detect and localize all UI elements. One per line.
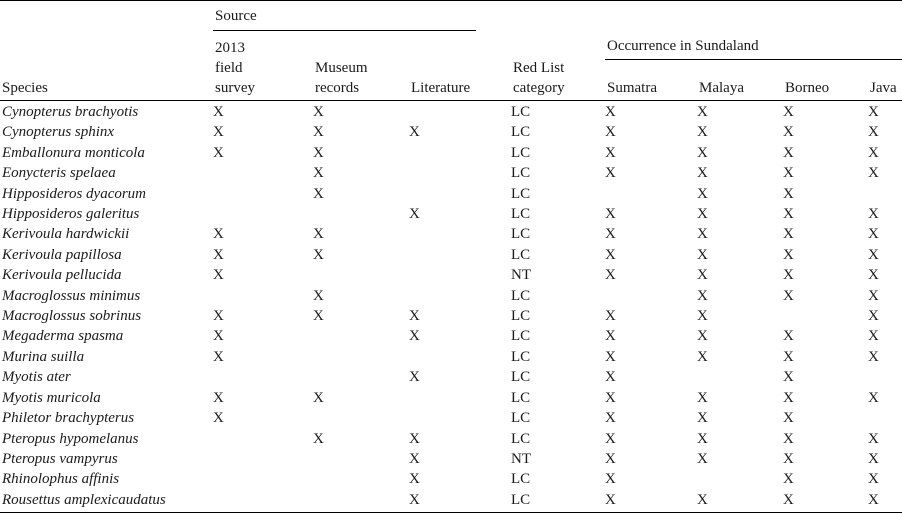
cell-sumatra: X — [605, 369, 616, 386]
cell-sumatra: X — [605, 104, 616, 120]
cell-malaya: X — [697, 267, 708, 284]
cell-red-list: LC — [511, 410, 531, 427]
cell-species: Kerivoula hardwickii — [2, 226, 130, 243]
cell-malaya: X — [697, 328, 708, 345]
cell-borneo — [783, 306, 868, 326]
cell-field-survey: X — [213, 267, 224, 284]
col-header-species: Species — [2, 80, 48, 96]
cell-borneo: X — [783, 491, 794, 508]
cell-sumatra: X — [605, 246, 616, 263]
cell-red-list: NT — [511, 450, 531, 467]
cell-java: X — [868, 267, 879, 284]
cell-java: X — [868, 246, 879, 263]
source-group-rule — [213, 30, 476, 31]
cell-museum-records: X — [313, 144, 324, 161]
cell-java: X — [868, 104, 879, 120]
cell-field-survey: X — [213, 389, 224, 406]
cell-sumatra: X — [605, 450, 616, 467]
cell-malaya: X — [697, 226, 708, 243]
cell-field-survey: X — [213, 104, 224, 120]
cell-literature: X — [409, 430, 420, 447]
cell-malaya: X — [697, 389, 708, 406]
table-row — [0, 163, 902, 183]
cell-sumatra: X — [605, 471, 616, 488]
cell-red-list: LC — [511, 308, 531, 325]
cell-java: X — [868, 471, 879, 488]
cell-red-list: LC — [511, 246, 531, 263]
cell-literature: X — [409, 206, 420, 223]
cell-field-survey — [213, 429, 313, 449]
cell-literature: X — [409, 471, 420, 488]
cell-literature — [409, 388, 511, 408]
table-row — [0, 265, 902, 285]
cell-sumatra: X — [605, 144, 616, 161]
cell-borneo: X — [783, 185, 794, 202]
cell-java — [868, 367, 902, 387]
cell-malaya — [697, 469, 783, 489]
cell-malaya: X — [697, 308, 708, 325]
cell-malaya: X — [697, 144, 708, 161]
cell-museum-records: X — [313, 165, 324, 182]
cell-borneo: X — [783, 348, 794, 365]
cell-sumatra: X — [605, 491, 616, 508]
cell-red-list: LC — [511, 165, 531, 182]
cell-red-list: LC — [511, 206, 531, 223]
cell-species: Murina suilla — [2, 348, 85, 365]
cell-borneo: X — [783, 206, 794, 223]
cell-sumatra: X — [605, 124, 616, 141]
table-row — [0, 449, 902, 469]
source-group-header: Source — [215, 8, 257, 24]
cell-borneo: X — [783, 246, 794, 263]
cell-malaya: X — [697, 491, 708, 508]
cell-java: X — [868, 287, 879, 304]
cell-java: X — [868, 206, 879, 223]
cell-borneo: X — [783, 450, 794, 467]
occurrence-group-header: Occurrence in Sundaland — [607, 38, 759, 54]
cell-malaya: X — [697, 410, 708, 427]
cell-species: Emballonura monticola — [2, 144, 145, 161]
cell-sumatra: X — [605, 328, 616, 345]
cell-red-list: LC — [511, 226, 531, 243]
cell-borneo: X — [783, 226, 794, 243]
cell-borneo: X — [783, 369, 794, 386]
cell-species: Myotis muricola — [2, 389, 101, 406]
cell-species: Cynopterus brachyotis — [2, 104, 139, 120]
col-header-red-list: Red List category — [513, 60, 565, 96]
cell-borneo: X — [783, 287, 794, 304]
cell-red-list: LC — [511, 144, 531, 161]
cell-malaya: X — [697, 450, 708, 467]
cell-java: X — [868, 430, 879, 447]
table-row — [0, 102, 902, 122]
cell-species: Hipposideros dyacorum — [2, 185, 147, 202]
cell-field-survey: X — [213, 348, 224, 365]
cell-species: Macroglossus sobrinus — [2, 308, 142, 325]
cell-field-survey — [213, 367, 313, 387]
cell-java: X — [868, 165, 879, 182]
cell-museum-records: X — [313, 287, 324, 304]
cell-red-list: LC — [511, 104, 531, 120]
table-row — [0, 286, 902, 306]
cell-malaya: X — [697, 287, 708, 304]
cell-species: Hipposideros galeritus — [2, 206, 140, 223]
cell-field-survey — [213, 163, 313, 183]
cell-museum-records: X — [313, 124, 324, 141]
cell-java: X — [868, 348, 879, 365]
cell-literature — [409, 265, 511, 285]
table-row — [0, 388, 902, 408]
cell-malaya: X — [697, 348, 708, 365]
cell-borneo: X — [783, 328, 794, 345]
cell-borneo: X — [783, 471, 794, 488]
cell-literature — [409, 184, 511, 204]
cell-literature — [409, 347, 511, 367]
cell-sumatra: X — [605, 430, 616, 447]
cell-sumatra: X — [605, 267, 616, 284]
cell-field-survey — [213, 204, 313, 224]
cell-malaya: X — [697, 165, 708, 182]
cell-malaya: X — [697, 124, 708, 141]
cell-red-list: NT — [511, 267, 531, 284]
cell-literature — [409, 143, 511, 163]
cell-literature: X — [409, 491, 420, 508]
cell-species: Kerivoula pellucida — [2, 267, 122, 284]
cell-literature — [409, 408, 511, 428]
cell-species: Pteropus vampyrus — [2, 450, 118, 467]
cell-sumatra: X — [605, 348, 616, 365]
cell-literature: X — [409, 124, 420, 141]
cell-java — [868, 408, 902, 428]
cell-field-survey: X — [213, 328, 224, 345]
table-row — [0, 143, 902, 163]
cell-sumatra: X — [605, 165, 616, 182]
cell-sumatra: X — [605, 410, 616, 427]
cell-java: X — [868, 450, 879, 467]
cell-museum-records — [313, 408, 409, 428]
cell-museum-records — [313, 367, 409, 387]
col-header-museum-records: Museum records — [315, 60, 368, 96]
cell-literature — [409, 245, 511, 265]
table-top-rule — [0, 0, 902, 1]
cell-species: Pteropus hypomelanus — [2, 430, 139, 447]
cell-borneo: X — [783, 430, 794, 447]
col-header-sumatra: Sumatra — [607, 80, 657, 96]
cell-java: X — [868, 308, 879, 325]
table-row — [0, 326, 902, 346]
col-header-literature: Literature — [411, 80, 471, 96]
cell-malaya — [697, 367, 783, 387]
cell-red-list: LC — [511, 471, 531, 488]
cell-species: Megaderma spasma — [2, 328, 124, 345]
cell-field-survey: X — [213, 410, 224, 427]
cell-field-survey: X — [213, 226, 224, 243]
cell-literature: X — [409, 328, 420, 345]
cell-field-survey — [213, 184, 313, 204]
cell-museum-records: X — [313, 308, 324, 325]
table-row — [0, 347, 902, 367]
cell-red-list: LC — [511, 389, 531, 406]
cell-java — [868, 184, 902, 204]
col-header-borneo: Borneo — [785, 80, 830, 96]
cell-red-list: LC — [511, 348, 531, 365]
cell-field-survey: X — [213, 124, 224, 141]
cell-literature — [409, 224, 511, 244]
cell-sumatra: X — [605, 206, 616, 223]
table-body — [0, 102, 902, 510]
cell-museum-records — [313, 347, 409, 367]
cell-red-list: LC — [511, 124, 531, 141]
cell-field-survey — [213, 469, 313, 489]
cell-java: X — [868, 226, 879, 243]
cell-museum-records — [313, 469, 409, 489]
cell-red-list: LC — [511, 369, 531, 386]
cell-literature — [409, 102, 511, 122]
table-row — [0, 469, 902, 489]
cell-species: Macroglossus minimus — [2, 287, 141, 304]
cell-museum-records — [313, 265, 409, 285]
cell-java: X — [868, 389, 879, 406]
cell-species: Cynopterus sphinx — [2, 124, 115, 141]
cell-museum-records — [313, 204, 409, 224]
cell-literature — [409, 163, 511, 183]
cell-red-list: LC — [511, 491, 531, 508]
table-row — [0, 204, 902, 224]
cell-red-list: LC — [511, 287, 531, 304]
cell-species: Kerivoula papillosa — [2, 246, 122, 263]
cell-literature: X — [409, 450, 420, 467]
table-row — [0, 490, 902, 510]
table-row — [0, 408, 902, 428]
table-row — [0, 224, 902, 244]
cell-field-survey — [213, 286, 313, 306]
cell-museum-records: X — [313, 246, 324, 263]
table-row — [0, 122, 902, 142]
cell-malaya: X — [697, 206, 708, 223]
cell-literature: X — [409, 308, 420, 325]
cell-museum-records: X — [313, 226, 324, 243]
cell-red-list: LC — [511, 185, 531, 202]
col-header-java: Java — [870, 80, 897, 96]
cell-museum-records — [313, 326, 409, 346]
cell-borneo: X — [783, 165, 794, 182]
cell-borneo: X — [783, 104, 794, 120]
cell-species: Eonycteris spelaea — [2, 165, 116, 182]
cell-malaya: X — [697, 430, 708, 447]
cell-sumatra: X — [605, 226, 616, 243]
cell-java: X — [868, 491, 879, 508]
cell-field-survey — [213, 449, 313, 469]
cell-museum-records: X — [313, 104, 324, 120]
cell-museum-records — [313, 449, 409, 469]
cell-java: X — [868, 144, 879, 161]
cell-species: Myotis ater — [2, 369, 71, 386]
cell-museum-records: X — [313, 389, 324, 406]
cell-sumatra: X — [605, 389, 616, 406]
table-bottom-rule — [0, 512, 902, 513]
cell-borneo: X — [783, 144, 794, 161]
cell-borneo: X — [783, 124, 794, 141]
cell-species: Rhinolophus affinis — [2, 471, 120, 488]
cell-field-survey: X — [213, 144, 224, 161]
cell-borneo: X — [783, 267, 794, 284]
cell-sumatra: X — [605, 308, 616, 325]
table-row — [0, 184, 902, 204]
cell-field-survey: X — [213, 308, 224, 325]
cell-malaya: X — [697, 246, 708, 263]
cell-red-list: LC — [511, 328, 531, 345]
header-bottom-rule — [0, 100, 902, 101]
table-row — [0, 306, 902, 326]
table-row — [0, 367, 902, 387]
cell-species: Rousettus amplexicaudatus — [2, 491, 166, 508]
cell-malaya: X — [697, 104, 708, 120]
table-row — [0, 429, 902, 449]
cell-java: X — [868, 328, 879, 345]
occurrence-group-rule — [605, 59, 902, 60]
cell-literature: X — [409, 369, 420, 386]
cell-java: X — [868, 124, 879, 141]
cell-sumatra — [605, 184, 697, 204]
col-header-malaya: Malaya — [699, 80, 744, 96]
cell-borneo: X — [783, 389, 794, 406]
cell-museum-records: X — [313, 185, 324, 202]
table-row — [0, 245, 902, 265]
cell-museum-records — [313, 490, 409, 510]
cell-red-list: LC — [511, 430, 531, 447]
col-header-field-survey: 2013 field survey — [215, 40, 255, 96]
cell-museum-records: X — [313, 430, 324, 447]
cell-field-survey — [213, 490, 313, 510]
cell-field-survey: X — [213, 246, 224, 263]
cell-species: Philetor brachypterus — [2, 410, 135, 427]
cell-malaya: X — [697, 185, 708, 202]
cell-literature — [409, 286, 511, 306]
cell-borneo: X — [783, 410, 794, 427]
cell-sumatra — [605, 286, 697, 306]
